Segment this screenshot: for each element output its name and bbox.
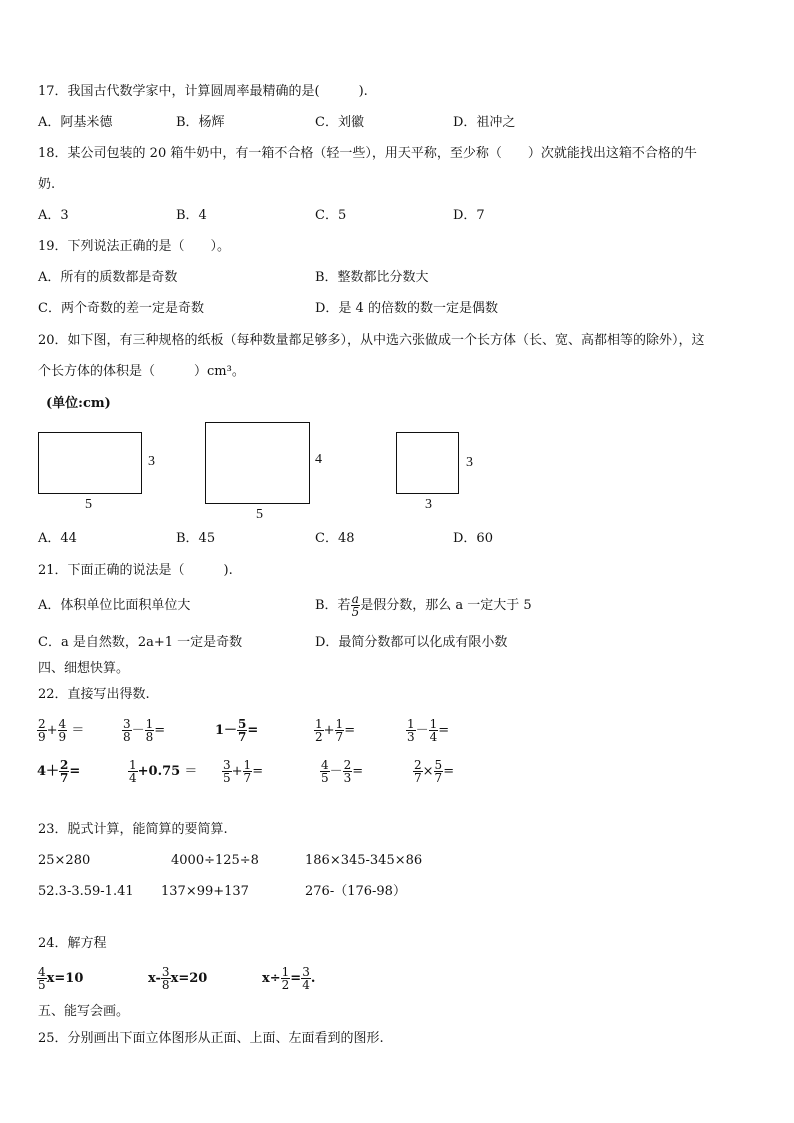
expr-4000-div: 4000÷125÷8 <box>171 853 259 868</box>
calc-2-9-plus-4-9: $\frac{2}{9}$ + $\frac{4}{9}$ ＝ <box>38 717 85 744</box>
board-5x3-rectangle <box>38 432 142 494</box>
q21-option-d: D．最简分数都可以化成有限小数 <box>315 635 508 650</box>
question-20-stem-line2: 个长方体的体积是（ ）cm³。 <box>38 364 245 379</box>
board-3-width-label: 3 <box>425 497 432 512</box>
expr-186x345: 186×345-345×86 <box>305 853 423 868</box>
board-3-height-label: 3 <box>466 455 473 470</box>
q20-option-a: A．44 <box>38 531 77 546</box>
calc-3-8-minus-1-8: $\frac{3}{8}$ － $\frac{1}{8}$ = <box>123 717 166 744</box>
expr-276: 276-（176-98） <box>305 884 406 899</box>
q17-option-c: C．刘徽 <box>315 115 364 130</box>
calc-1-minus-5-7: 1－ $\frac{5}{7}$ = <box>215 717 259 744</box>
question-17-stem: 17．我国古代数学家中，计算圆周率最精确的是( ). <box>38 84 368 99</box>
q19-option-b: B．整数都比分数大 <box>315 270 429 285</box>
question-23-stem: 23．脱式计算，能简算的要简算. <box>38 822 228 837</box>
question-21-stem: 21．下面正确的说法是（ ). <box>38 563 233 578</box>
question-18-stem-line1: 18．某公司包装的 20 箱牛奶中，有一箱不合格（轻一些），用天平称，至少称（ ）次就能找出这箱不合格的牛 <box>38 146 697 161</box>
board-1-height-label: 3 <box>148 454 155 469</box>
board-2-width-label: 5 <box>256 507 263 522</box>
calc-4-5-minus-2-3: $\frac{4}{5}$ － $\frac{2}{3}$ = <box>321 758 364 785</box>
calc-1-3-minus-1-4: $\frac{1}{3}$ － $\frac{1}{4}$ = <box>407 717 450 744</box>
q20-option-c: C．48 <box>315 531 355 546</box>
section-4-heading: 四、细想快算。 <box>38 661 130 676</box>
expr-137x99: 137×99+137 <box>161 884 249 899</box>
calc-4-plus-2-7: 4＋ $\frac{2}{7}$ = <box>37 758 81 785</box>
q19-option-a: A．所有的质数都是奇数 <box>38 270 178 285</box>
question-18-stem-line2: 奶. <box>38 177 56 192</box>
q21-option-a: A．体积单位比面积单位大 <box>38 598 191 613</box>
calc-1-2-plus-1-7: $\frac{1}{2}$ + $\frac{1}{7}$ = <box>315 717 356 744</box>
expr-52-3: 52.3-3.59-1.41 <box>38 884 134 899</box>
q19-option-c: C．两个奇数的差一定是奇数 <box>38 301 204 316</box>
q18-option-a: A．3 <box>38 208 69 223</box>
q20-option-d: D．60 <box>453 531 493 546</box>
q17-option-a: A．阿基米德 <box>38 115 113 130</box>
unit-label: (单位:cm) <box>46 396 111 411</box>
board-3x3-square <box>396 432 459 494</box>
calc-3-5-plus-1-7: $\frac{3}{5}$ + $\frac{1}{7}$ = <box>223 758 264 785</box>
board-5x4-rectangle <box>205 422 310 504</box>
equation-3: x÷ $\frac{1}{2}$ = $\frac{3}{4}$ . <box>262 965 316 992</box>
section-5-heading: 五、能写会画。 <box>38 1004 130 1019</box>
q17-option-d: D．祖冲之 <box>453 115 516 130</box>
question-22-stem: 22．直接写出得数. <box>38 687 150 702</box>
board-2-height-label: 4 <box>315 452 322 467</box>
q18-option-b: B．4 <box>176 208 207 223</box>
q17-option-b: B．杨辉 <box>176 115 225 130</box>
q18-option-c: C．5 <box>315 208 347 223</box>
expr-25x280: 25×280 <box>38 853 91 868</box>
board-1-width-label: 5 <box>85 497 92 512</box>
fraction-a-over-5: $\frac{a}{5}$ <box>351 592 360 619</box>
q21-option-c: C．a 是自然数，2a+1 一定是奇数 <box>38 635 243 650</box>
calc-1-4-plus-075: $\frac{1}{4}$ +0.75 ＝ <box>129 758 198 785</box>
q21-option-b-prefix: B．若 <box>315 598 351 613</box>
equation-2: x- $\frac{3}{8}$ x=20 <box>148 965 208 992</box>
question-19-stem: 19．下列说法正确的是（ ）。 <box>38 239 231 254</box>
calc-2-7-times-5-7: $\frac{2}{7}$ × $\frac{5}{7}$ = <box>414 758 455 785</box>
q21-option-b <box>315 590 532 622</box>
q18-option-d: D．7 <box>453 208 485 223</box>
question-20-stem-line1: 20．如下图，有三种规格的纸板（每种数量都足够多），从中选六张做成一个长方体（长、宽、高都相等的除外），这 <box>38 333 705 348</box>
q21-option-b-suffix: 是假分数，那么 a 一定大于 5 <box>360 598 532 613</box>
question-25-stem: 25．分别画出下面立体图形从正面、上面、左面看到的图形. <box>38 1031 384 1046</box>
equation-1: $\frac{4}{5}$ x=10 <box>38 965 84 992</box>
question-24-stem: 24．解方程 <box>38 936 107 951</box>
q20-option-b: B．45 <box>176 531 216 546</box>
q19-option-d: D．是 4 的倍数的数一定是偶数 <box>315 301 498 316</box>
